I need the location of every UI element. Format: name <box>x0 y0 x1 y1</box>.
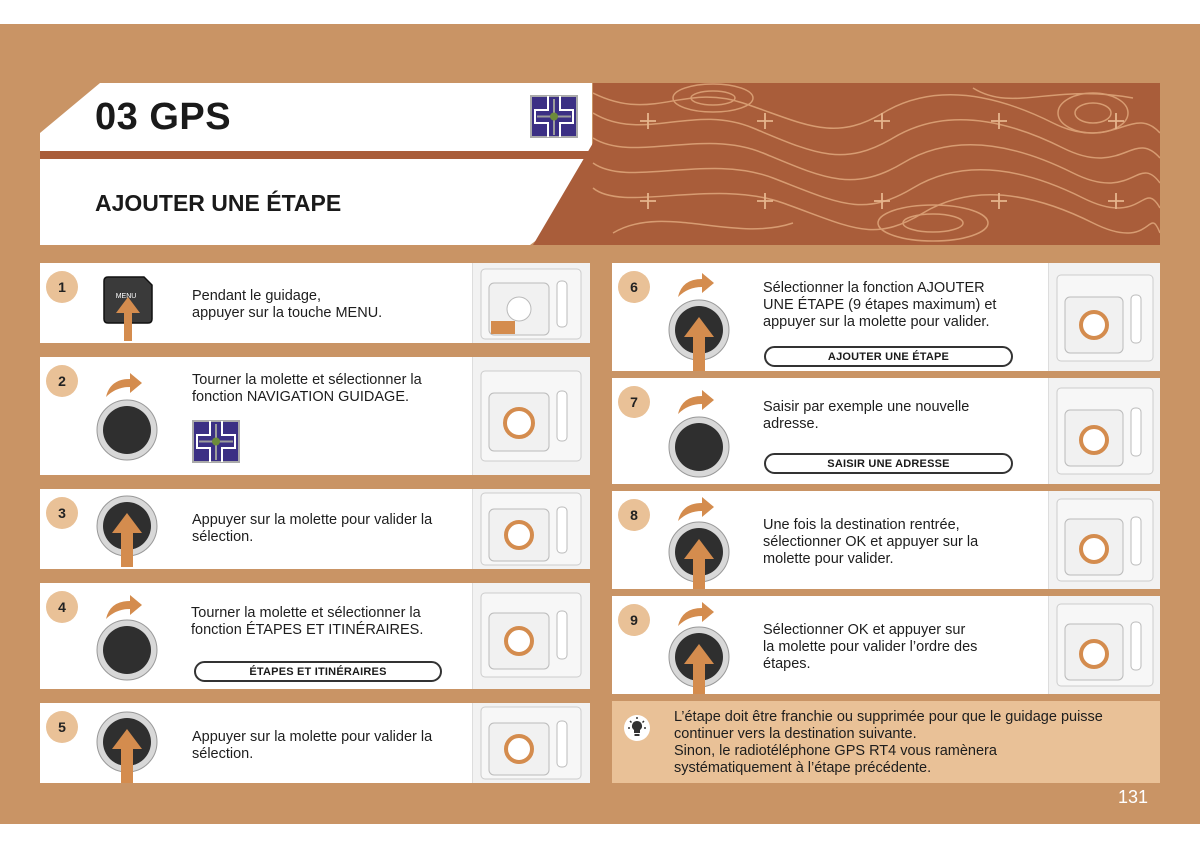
menu-key-label: MENU <box>115 293 137 300</box>
step-9 <box>612 596 1160 694</box>
radio-panel-illustration <box>472 583 590 689</box>
menu-key-icon <box>100 275 156 345</box>
separator <box>40 475 590 481</box>
step-text: Appuyer sur la molette pour valider la sélection. <box>192 512 433 545</box>
rotate-arrow-icon <box>104 371 144 399</box>
rotate-press-knob-icon <box>668 299 730 371</box>
press-knob-icon <box>96 711 158 783</box>
step-number: 6 <box>618 271 650 303</box>
step-number: 2 <box>46 365 78 397</box>
step-7 <box>612 378 1160 484</box>
topographic-map-decoration <box>533 83 1160 245</box>
rotate-press-knob-icon <box>668 626 730 694</box>
step-number: 4 <box>46 591 78 623</box>
step-3 <box>40 489 590 569</box>
rotate-knob-icon <box>96 399 158 461</box>
step-text: Pendant le guidage, appuyer sur la touche MENU. <box>192 288 383 321</box>
step-number: 8 <box>618 499 650 531</box>
separator <box>40 689 590 695</box>
step-number: 3 <box>46 497 78 529</box>
step-text: Tourner la molette et sélectionner la fonction ÉTAPES ET ITINÉRAIRES. <box>191 605 424 638</box>
rotate-arrow-icon <box>104 593 144 621</box>
header-stripe <box>40 151 592 159</box>
step-6 <box>612 263 1160 371</box>
step-1 <box>40 263 590 343</box>
section-subtitle: AJOUTER UNE ÉTAPE <box>95 190 342 216</box>
navigation-crossroad-icon <box>530 95 578 138</box>
navigation-crossroad-icon <box>192 420 240 463</box>
separator <box>40 569 590 575</box>
separator <box>40 343 590 349</box>
menu-option-pill: SAISIR UNE ADRESSE <box>764 453 1013 474</box>
lightbulb-icon <box>624 715 650 741</box>
step-number: 9 <box>618 604 650 636</box>
step-4 <box>40 583 590 689</box>
step-2 <box>40 357 590 475</box>
rotate-arrow-icon <box>676 271 716 299</box>
step-8 <box>612 491 1160 589</box>
radio-panel-illustration <box>1048 491 1160 589</box>
press-knob-icon <box>96 495 158 567</box>
step-number: 1 <box>46 271 78 303</box>
menu-option-pill: AJOUTER UNE ÉTAPE <box>764 346 1013 367</box>
rotate-press-knob-icon <box>668 521 730 589</box>
step-text: Tourner la molette et sélectionner la fonction NAVIGATION GUIDAGE. <box>192 372 422 405</box>
step-number: 5 <box>46 711 78 743</box>
separator <box>612 589 1160 595</box>
rotate-knob-icon <box>668 416 730 478</box>
page-number: 131 <box>1118 787 1149 807</box>
step-text: Appuyer sur la molette pour valider la sélection. <box>192 729 433 762</box>
step-text: Sélectionner la fonction AJOUTER UNE ÉTAPE (9 étapes maximum) et appuyer sur la molette pour valider. <box>763 280 997 330</box>
separator <box>612 484 1160 490</box>
rotate-knob-icon <box>96 619 158 681</box>
radio-panel-illustration <box>472 357 590 475</box>
separator <box>612 371 1160 377</box>
step-text: Une fois la destination rentrée, sélectionner OK et appuyer sur la molette pour valider. <box>763 517 979 567</box>
step-text: Saisir par exemple une nouvelle adresse. <box>763 399 970 432</box>
step-text: Sélectionner OK et appuyer sur la molette pour valider l’ordre des étapes. <box>763 622 978 672</box>
radio-panel-illustration <box>1048 596 1160 694</box>
radio-panel-illustration <box>472 489 590 569</box>
radio-panel-illustration <box>1048 378 1160 484</box>
menu-option-pill: ÉTAPES ET ITINÉRAIRES <box>194 661 442 682</box>
rotate-arrow-icon <box>676 388 716 416</box>
info-note <box>612 701 1160 783</box>
rotate-arrow-icon <box>676 600 716 628</box>
radio-panel-illustration <box>1048 263 1160 371</box>
note-text: L’étape doit être franchie ou supprimée pour que le guidage puisse continuer vers la destination suivante. Sinon, le radiotéléphone GPS RT4 vous ramènera systématiquement à l’étape précédente. <box>674 709 1103 776</box>
radio-panel-illustration <box>472 263 590 343</box>
radio-panel-illustration <box>472 703 590 783</box>
rotate-arrow-icon <box>676 495 716 523</box>
page-title: 03 GPS <box>95 96 232 138</box>
step-number: 7 <box>618 386 650 418</box>
step-5 <box>40 703 590 783</box>
